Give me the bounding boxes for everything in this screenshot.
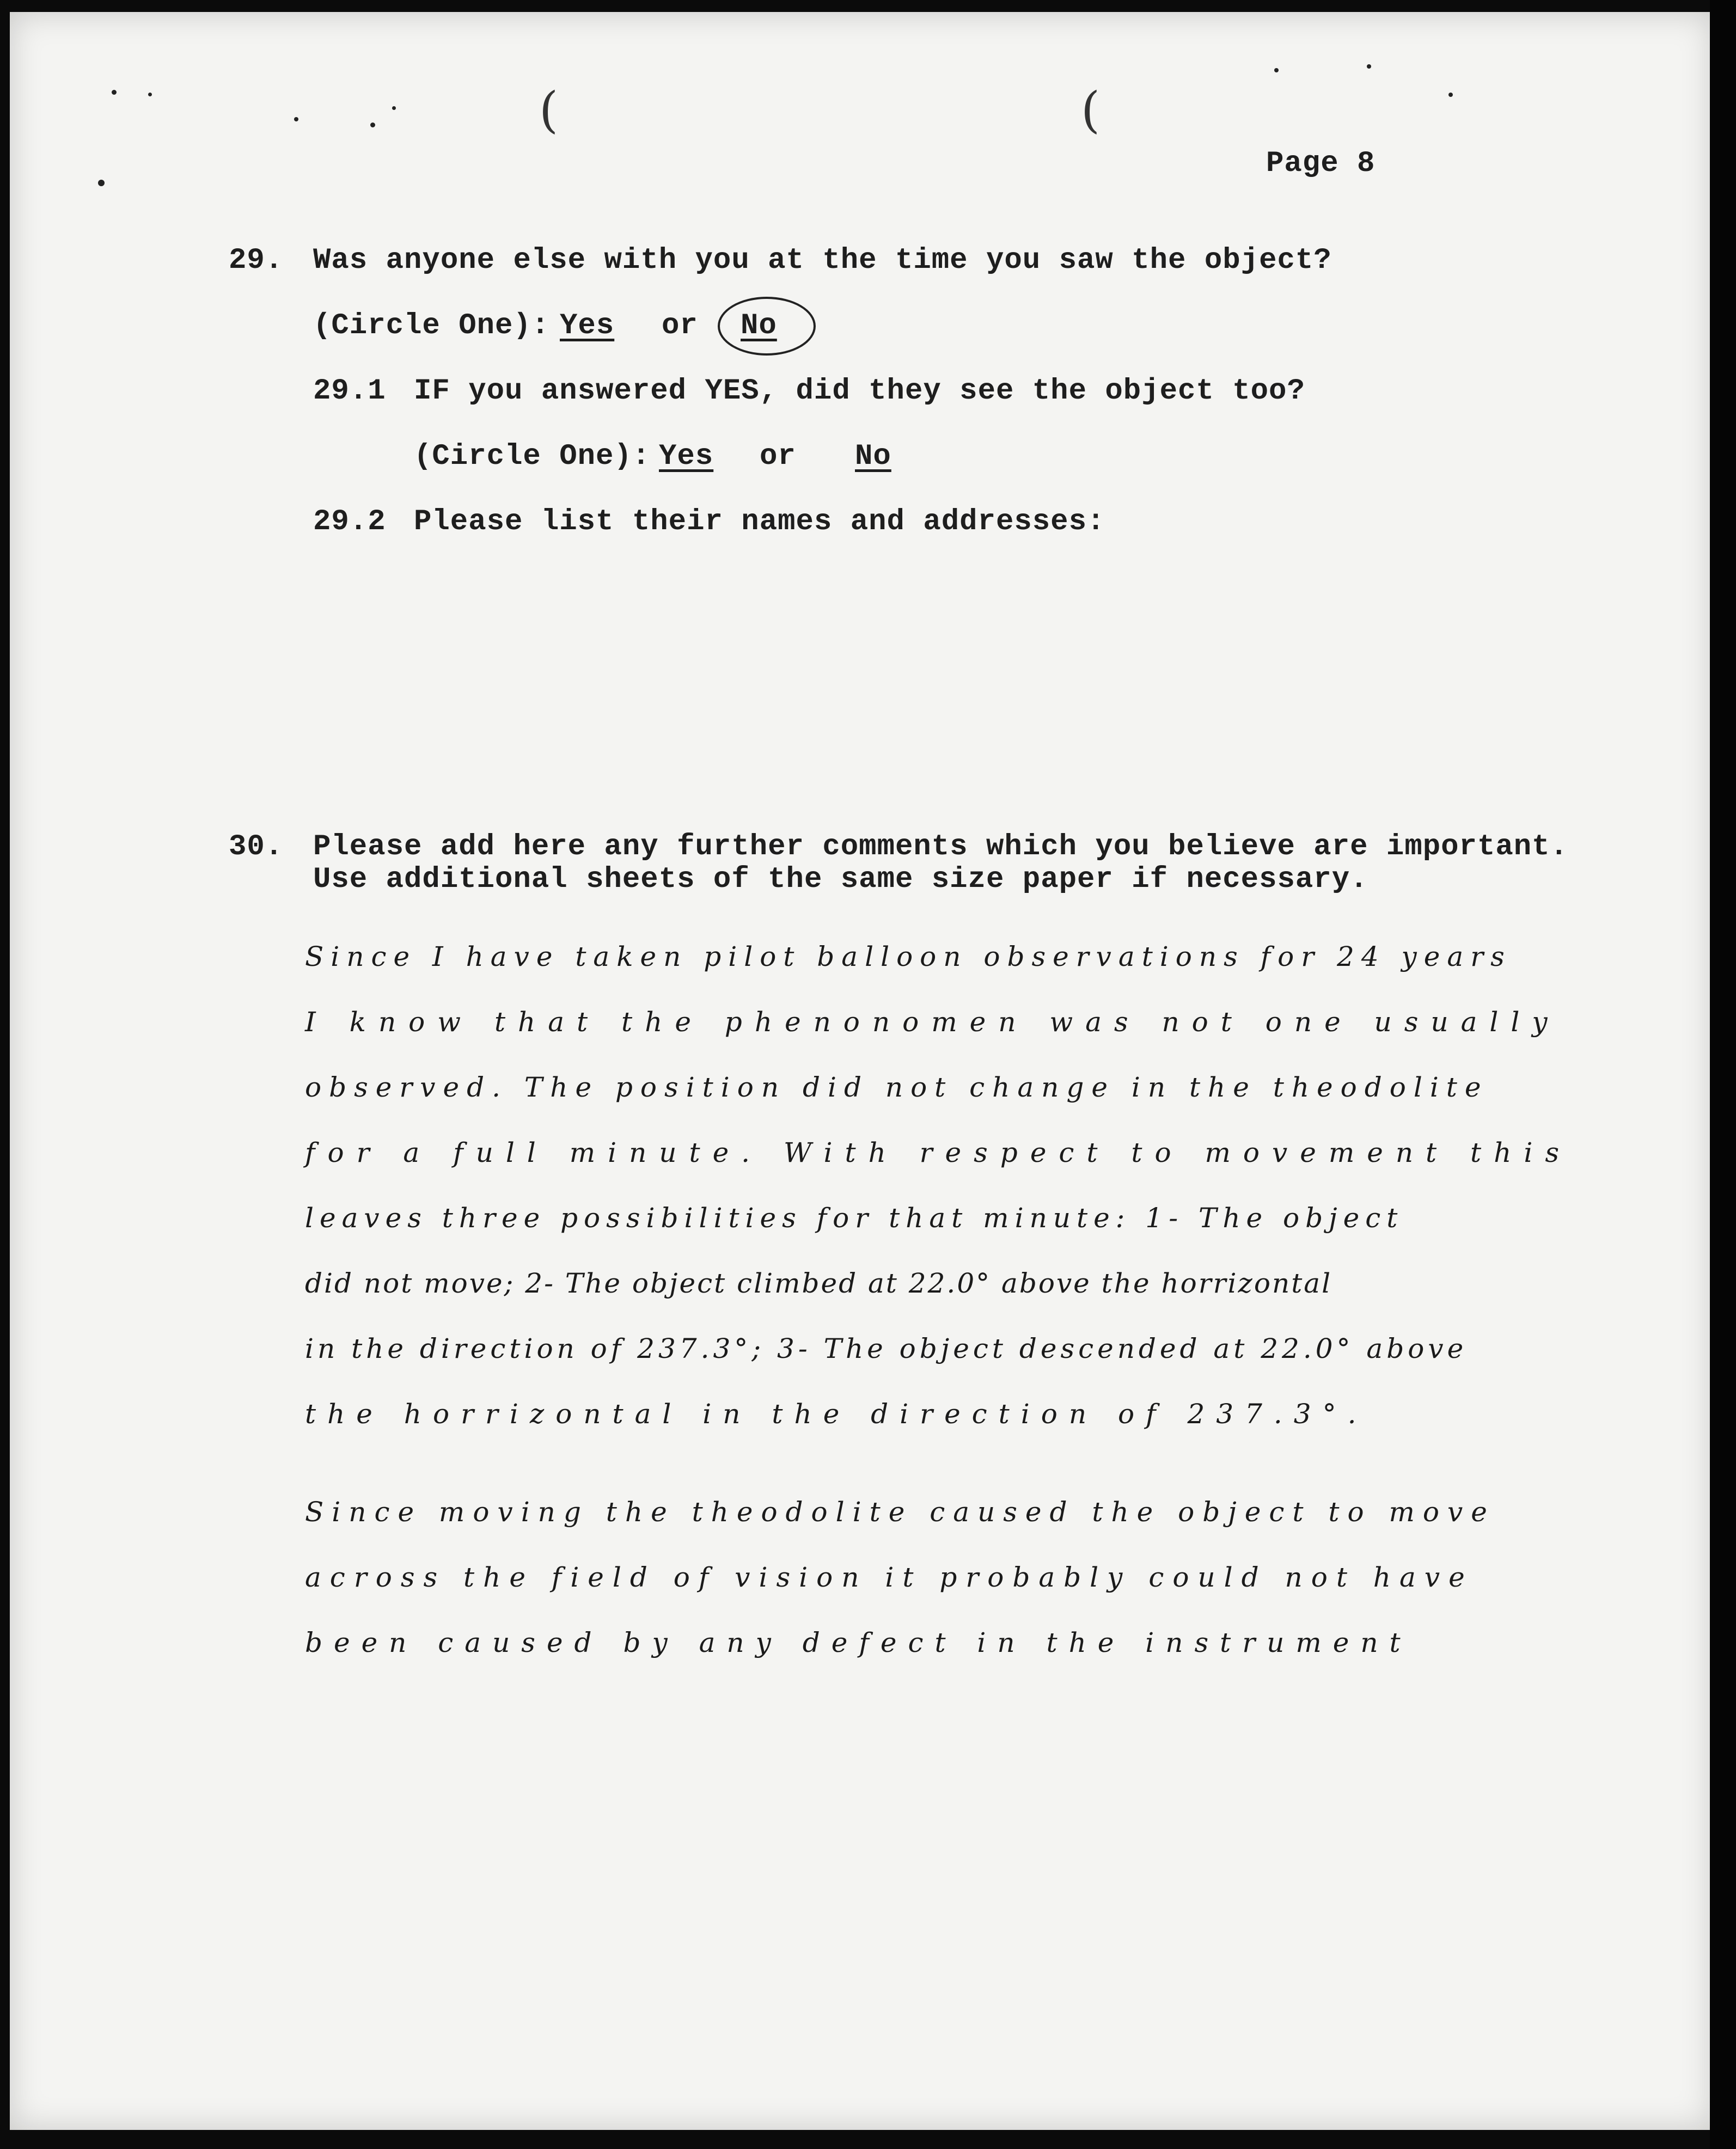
question-30-number: 30. (229, 830, 284, 864)
question-29-1-text: IF you answered YES, did they see the object too? (414, 375, 1305, 408)
question-29-no-option[interactable]: No (741, 309, 777, 342)
question-30-line1: Please add here any further comments which you believe are important. (313, 830, 1568, 864)
handwritten-line: the horrizontal in the direction of 237.3°. (305, 1398, 1368, 1430)
question-29-text: Was anyone else with you at the time you saw the object? (313, 244, 1332, 277)
scan-speck (1274, 68, 1279, 72)
scan-speck (294, 117, 298, 121)
handwritten-line: did not move; 2- The object climbed at 22.0° above the horrizontal (305, 1268, 1332, 1299)
question-29-circle-label: (Circle One): (313, 309, 550, 342)
scan-mark: ( (539, 82, 559, 139)
question-29-2-text: Please list their names and addresses: (414, 505, 1105, 538)
scan-speck (98, 180, 105, 186)
document-page (10, 12, 1713, 2130)
question-29-or: or (662, 309, 698, 342)
question-29-2-number: 29.2 (313, 505, 386, 538)
question-29-1-no-option[interactable]: No (855, 440, 891, 473)
handwritten-line: Since moving the theodolite caused the object to move (305, 1496, 1495, 1528)
question-29-1-number: 29.1 (313, 375, 386, 408)
question-29-1-or: or (760, 440, 796, 473)
handwritten-line: for a full minute. With respect to movement this (305, 1137, 1572, 1168)
scan-speck (148, 93, 152, 96)
question-30-line2: Use additional sheets of the same size paper if necessary. (313, 863, 1368, 896)
handwritten-line: been caused by any defect in the instrument (305, 1627, 1412, 1658)
page-number: Page 8 (1266, 147, 1376, 180)
scan-speck (1367, 64, 1371, 69)
scan-speck (112, 90, 117, 95)
question-29-1-circle-label: (Circle One): (414, 440, 651, 473)
handwritten-line: I know that the phenonomen was not one usually (305, 1006, 1560, 1038)
question-29-number: 29. (229, 244, 284, 277)
handwritten-line: leaves three possibilities for that minute: 1- The object (305, 1202, 1404, 1234)
question-29-yes-option[interactable]: Yes (560, 309, 615, 342)
scan-speck (392, 106, 396, 110)
handwritten-line: observed. The position did not change in the theodolite (305, 1072, 1489, 1103)
scan-speck (370, 123, 375, 127)
handwritten-line: across the field of vision it probably could not have (305, 1562, 1474, 1593)
scan-mark: ( (1081, 82, 1101, 139)
scan-speck (1448, 93, 1453, 97)
scan-border (1710, 0, 1736, 2149)
question-29-1-yes-option[interactable]: Yes (659, 440, 714, 473)
selected-answer-circle (718, 297, 816, 356)
handwritten-line: Since I have taken pilot balloon observations for 24 years (305, 941, 1512, 972)
handwritten-line: in the direction of 237.3°; 3- The object descended at 22.0° above (305, 1333, 1468, 1364)
